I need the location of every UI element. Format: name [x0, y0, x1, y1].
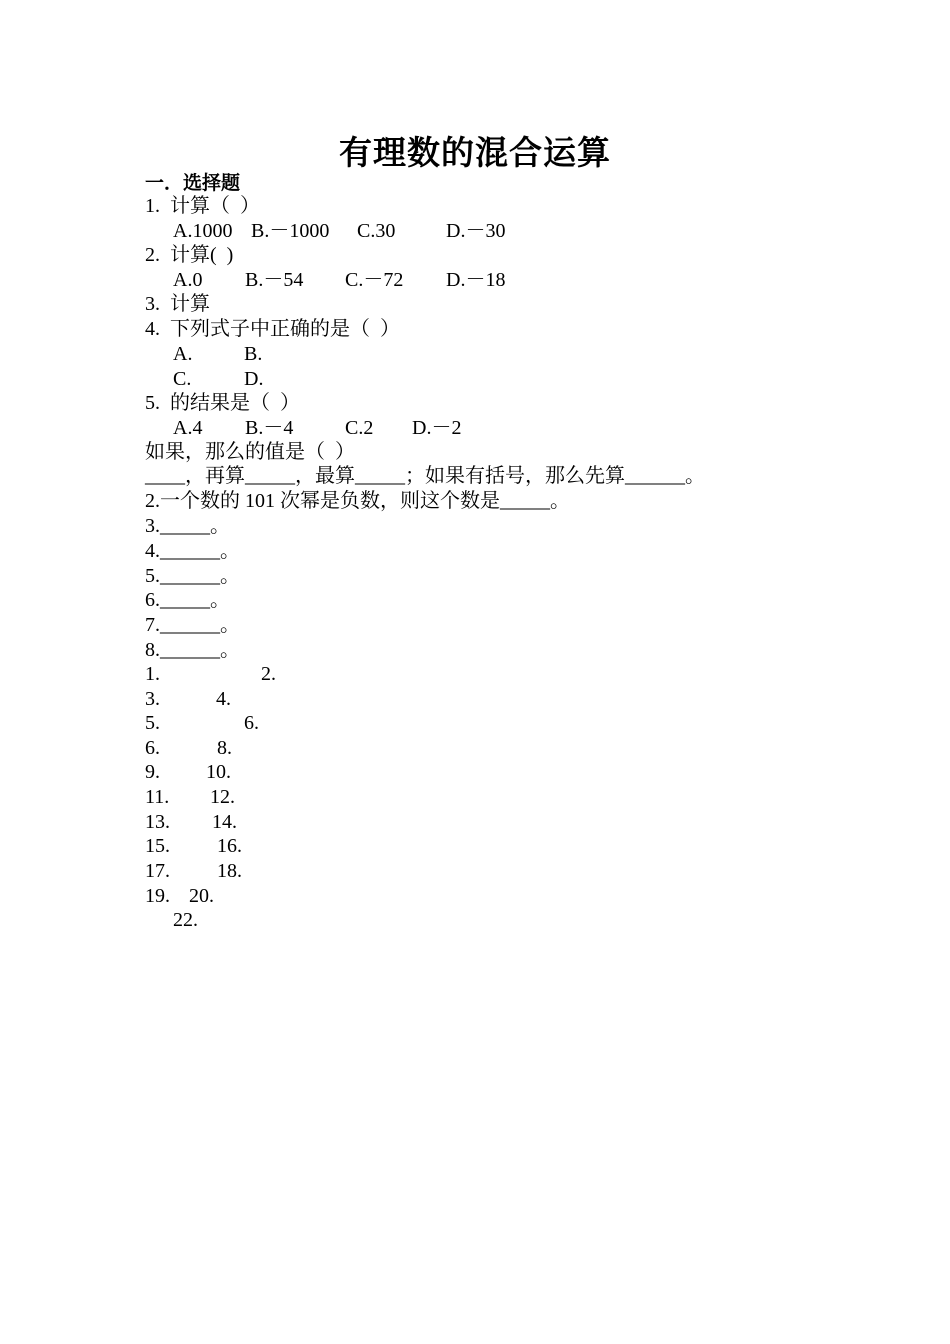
question-4-stem: 4. 下列式子中正确的是（ ） — [145, 318, 400, 340]
calc-item-10: 10. — [206, 761, 231, 783]
fill-line-3: 3._____。 — [145, 515, 230, 537]
calc-item-13: 13. — [145, 811, 170, 833]
fill-line-8: 8.______。 — [145, 639, 240, 661]
fill-line-4: 4.______。 — [145, 540, 240, 562]
section-heading-choice: 一．选择题 — [145, 172, 241, 194]
question-1-options — [173, 219, 573, 243]
page-title: 有理数的混合运算 — [339, 133, 611, 172]
calc-row — [145, 736, 445, 760]
option-d: D.－30 — [446, 220, 506, 242]
calc-row — [145, 810, 445, 834]
calc-item-4: 4. — [216, 688, 231, 710]
calc-row — [145, 859, 445, 883]
calc-row — [145, 785, 445, 809]
fill-line-5: 5.______。 — [145, 565, 240, 587]
calc-row — [145, 884, 445, 908]
fill-line-6: 6._____。 — [145, 589, 230, 611]
question-4-options-cd — [173, 367, 373, 391]
calc-item-11: 11. — [145, 786, 170, 808]
question-4-options-ab — [173, 342, 373, 366]
calc-row — [145, 662, 445, 686]
question-1-stem: 1. 计算（ ） — [145, 195, 260, 217]
calc-item-22: 22. — [173, 909, 198, 931]
calc-item-14: 14. — [212, 811, 237, 833]
calc-item-19: 19. — [145, 885, 170, 907]
question-3-stem: 3. 计算 — [145, 293, 210, 315]
option-a: A.1000 — [173, 220, 233, 242]
question-6-stem: 如果，那么的值是（ ） — [145, 441, 355, 463]
calc-row — [145, 760, 445, 784]
option-d: D.－2 — [412, 417, 462, 439]
calc-item-1: 1. — [145, 663, 160, 685]
option-a: A. — [173, 343, 193, 365]
calc-row — [145, 711, 445, 735]
question-5-options — [173, 416, 573, 440]
option-a: A.0 — [173, 269, 203, 291]
fill-line-7: 7.______。 — [145, 614, 240, 636]
calc-item-8: 8. — [217, 737, 232, 759]
option-c: C.－72 — [345, 269, 404, 291]
calc-item-18: 18. — [217, 860, 242, 882]
calc-item-15: 15. — [145, 835, 170, 857]
calc-item-6b: 6. — [145, 737, 160, 759]
option-d: D. — [244, 368, 264, 390]
calc-item-9: 9. — [145, 761, 160, 783]
calc-item-20: 20. — [189, 885, 214, 907]
calc-item-16: 16. — [217, 835, 242, 857]
question-2-options — [173, 268, 573, 292]
calc-item-5: 5. — [145, 712, 160, 734]
option-b: B.－4 — [245, 417, 294, 439]
fill-line-2: 2.一个数的 101 次幂是负数，则这个数是_____。 — [145, 490, 570, 512]
question-2-stem: 2. 计算( ) — [145, 244, 234, 266]
calc-item-6: 6. — [244, 712, 259, 734]
question-5-stem: 5. 的结果是（ ） — [145, 392, 300, 414]
calc-row — [145, 834, 445, 858]
option-c: C. — [173, 368, 192, 390]
option-b: B.－1000 — [251, 220, 330, 242]
fill-line-1: ____，再算_____，最算_____；如果有括号，那么先算______。 — [145, 465, 705, 487]
option-b: B. — [244, 343, 263, 365]
calc-item-12: 12. — [210, 786, 235, 808]
option-d: D.－18 — [446, 269, 506, 291]
option-c: C.2 — [345, 417, 374, 439]
calc-row — [145, 687, 445, 711]
calc-item-17: 17. — [145, 860, 170, 882]
option-b: B.－54 — [245, 269, 304, 291]
option-c: C.30 — [357, 220, 396, 242]
option-a: A.4 — [173, 417, 203, 439]
calc-item-2: 2. — [261, 663, 276, 685]
calc-item-3: 3. — [145, 688, 160, 710]
